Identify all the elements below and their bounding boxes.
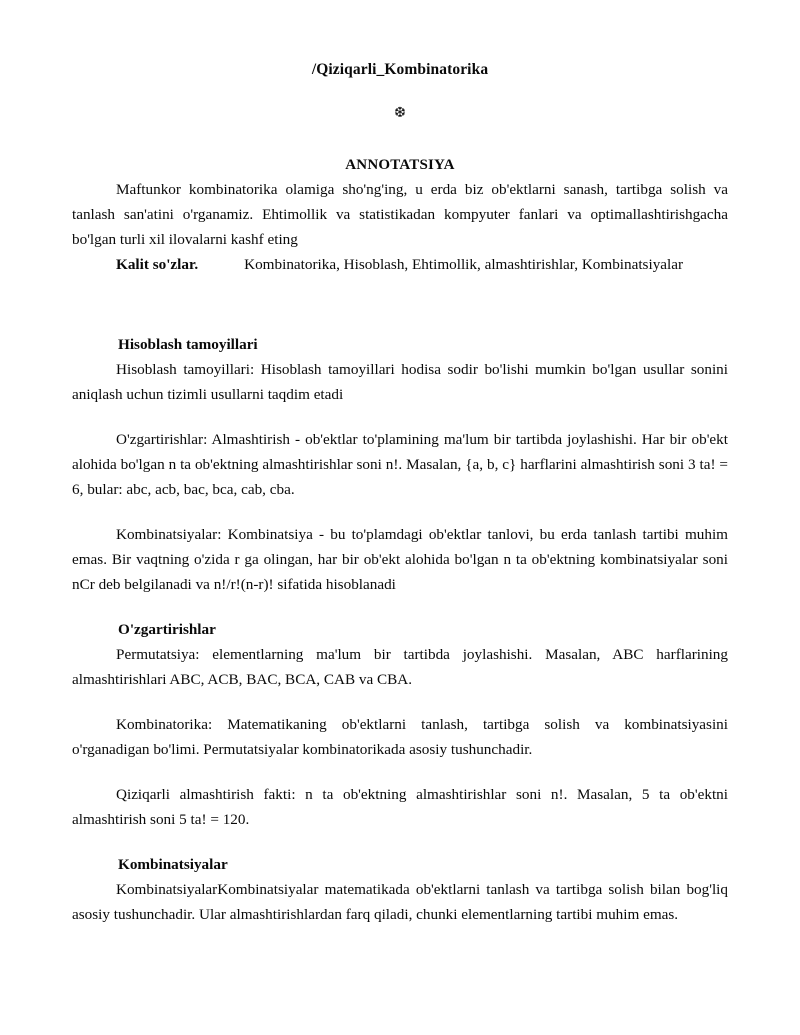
abstract-body: Maftunkor kombinatorika olamiga sho'ng'ing, u erda biz ob'ektlarni sanash, tartibga solish va tanlash san'atini o'rganamiz. Ehtimollik va statistikadan kompyuter fanlari va optimallashtirishgacha bo'lgan turli xil ilovalarni kashf eting: [72, 181, 728, 248]
section-permutations: [72, 617, 728, 832]
section-heading: O'zgartirishlar: [118, 621, 216, 638]
section-heading: Kombinatsiyalar: [118, 856, 228, 873]
section-paragraph: O'zgartirishlar: Almashtirish - ob'ektlar to'plamining ma'lum bir tartibda joylashishi. Har bir ob'ekt alohida bo'lgan n ta ob'ektning almashtirishlar soni n!. Masalan, {a, b, c} harflarini almashtirish soni 3 ta! = 6, bular: abc, acb, bac, bca, cab, cba.: [72, 431, 728, 498]
section-combinations: [72, 852, 728, 927]
page-title: /Qiziqarli_Kombinatorika: [311, 61, 489, 78]
section-counting-principles: [72, 332, 728, 597]
keywords-label: Kalit so'zlar.: [116, 256, 199, 273]
section-paragraph: Qiziqarli almashtirish fakti: n ta ob'ektning almashtirishlar soni n!. Masalan, 5 ta ob'ektni almashtirish soni 5 ta! = 120.: [72, 786, 728, 828]
section-paragraph: Kombinatorika: Matematikaning ob'ektlarni tanlash, tartibga solish va kombinatsiyasini o'rganadigan bo'limi. Permutatsiyalar kombinatorikada asosiy tushunchadir.: [72, 716, 728, 758]
snowflake-ornament-icon: ❆: [394, 106, 406, 122]
keywords-line: [72, 252, 728, 277]
section-paragraph: KombinatsiyalarKombinatsiyalar matematikada ob'ektlarni tanlash va tartibga solish bilan bog'liq asosiy tushunchadir. Ular almashtirishlardan farq qiladi, chunki elementlarning tartibi muhim emas.: [72, 881, 728, 923]
keywords-value: Kombinatorika, Hisoblash, Ehtimollik, almashtirishlar, Kombinatsiyalar: [244, 256, 684, 273]
section-spacer: [72, 277, 728, 312]
section-paragraph: Permutatsiya: elementlarning ma'lum bir tartibda joylashishi. Masalan, ABC harflarining almashtirishlari ABC, ACB, BAC, BCA, CAB va CBA.: [72, 646, 728, 688]
document-content: [72, 58, 728, 927]
ornament-row: [72, 102, 728, 126]
section-paragraph: Kombinatsiyalar: Kombinatsiya - bu to'plamdagi ob'ektlar tanlovi, bu erda tanlash tartibi muhim emas. Bir vaqtning o'zida r ga olingan, har bir ob'ekt alohida bo'lgan n ta ob'ektning kombinatsiyalar soni nCr deb belgilanadi va n!/r!(n-r)! sifatida hisoblanadi: [72, 526, 728, 593]
section-heading: Hisoblash tamoyillari: [118, 336, 258, 353]
section-paragraph: Hisoblash tamoyillari: Hisoblash tamoyillari hodisa sodir bo'lishi mumkin bo'lgan usullar sonini aniqlash uchun tizimli usullarni taqdim etadi: [72, 361, 728, 403]
abstract-heading: ANNOTATSIYA: [345, 157, 455, 173]
